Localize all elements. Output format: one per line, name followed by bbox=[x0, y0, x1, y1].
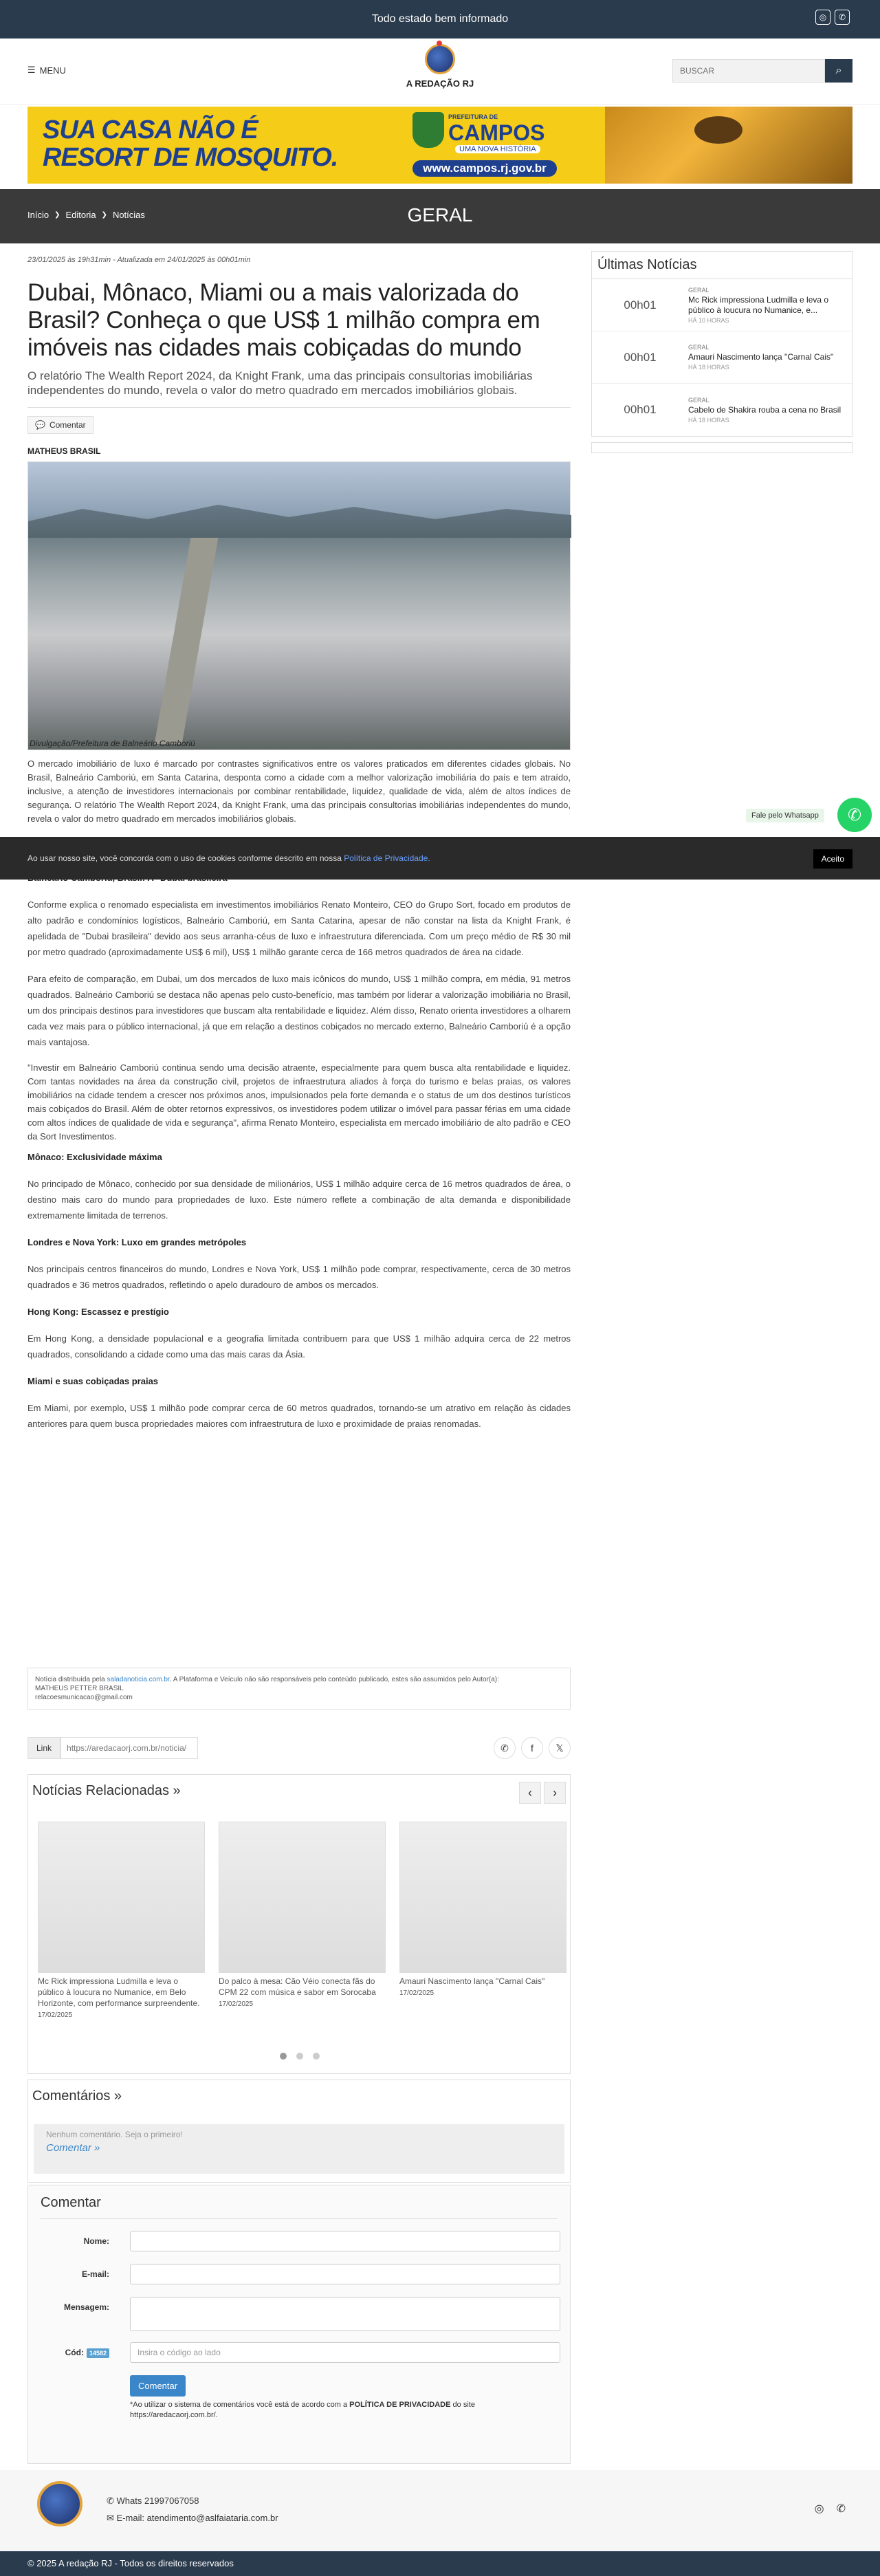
cookie-message: Ao usar nosso site, você concorda com o uso de cookies conforme descrito em nossa bbox=[28, 853, 342, 863]
copyright-bar bbox=[0, 2551, 880, 2576]
breadcrumb-home[interactable]: Início bbox=[28, 210, 50, 220]
captcha-code: 14582 bbox=[87, 2348, 109, 2358]
breadcrumb-bar bbox=[0, 189, 880, 243]
carousel-arrows bbox=[519, 1782, 566, 1804]
article-subheading: Hong Kong: Escassez e prestígio bbox=[28, 1307, 169, 1317]
photo-mountains bbox=[28, 496, 571, 538]
related-headline: Amauri Nascimento lança "Carnal Cais" bbox=[399, 1976, 545, 1986]
news-category: GERAL bbox=[688, 286, 710, 294]
logo-emblem bbox=[425, 44, 455, 74]
ad-photo bbox=[605, 107, 852, 184]
footer-whats[interactable]: Whats 21997067058 bbox=[116, 2496, 199, 2506]
menu-label: MENU bbox=[39, 65, 66, 76]
submit-comment-button[interactable]: Comentar bbox=[130, 2375, 186, 2397]
news-headline: Cabelo de Shakira rouba a cena no Brasil bbox=[688, 404, 842, 415]
phone-icon: ✆ bbox=[107, 2496, 117, 2506]
related-card[interactable] bbox=[219, 1822, 386, 2019]
article-paragraph: Conforme explica o renomado especialista em investimentos imobiliários Renato Monteiro, CEO do Grupo Sort, focado em produtos de alto padrão e condomínios logísticos, Balneário Camboriú, em Santa Catarina, apesar de não constar na lista da Knight Frank, é apelidada de "Dubai brasileira" devido aos seus arranha-céus de luxo e infraestrutura diferenciada. Com um preço médio de R$ 30 mil por metro quadrado (aproximadamente US$ 6 mil), US$ 1 milhão garante cerca de 166 metros quadrados de área na cidade. bbox=[28, 899, 571, 957]
whatsapp-icon[interactable]: ✆ bbox=[835, 10, 850, 25]
carousel-dot[interactable] bbox=[313, 2053, 320, 2060]
news-info bbox=[688, 344, 852, 371]
source-email: relacoesmunicacao@gmail.com bbox=[35, 1694, 133, 1701]
source-author: MATHEUS PETTER BRASIL bbox=[35, 1685, 124, 1692]
related-title: Notícias Relacionadas » bbox=[32, 1783, 181, 1798]
privacy-policy-link[interactable]: Política de Privacidade. bbox=[344, 853, 430, 863]
search-form bbox=[672, 59, 852, 83]
article-paragraph: Em Hong Kong, a densidade populacional e a geografia limitada contribuem para que US$ 1 milhão adquira cerca de 22 metros quadrados, consolidando a cidade como uma das mais caras da Ásia. bbox=[28, 1333, 571, 1360]
article-subheading: Londres e Nova York: Luxo em grandes metrópoles bbox=[28, 1237, 247, 1247]
news-info bbox=[688, 287, 852, 324]
article-paragraph: No principado de Mônaco, conhecido por sua densidade de milionários, US$ 1 milhão adquire cerca de 16 metros quadrados de área, o destino mais caro do mundo para propriedades de luxo. Este número reflete a combinação de alta demanda e disponibilidade extremamente limitada de terrenos. bbox=[28, 1179, 571, 1221]
email-field[interactable] bbox=[130, 2264, 560, 2284]
code-placeholder: Insira o código ao lado bbox=[138, 2348, 221, 2357]
ad-headline bbox=[43, 116, 338, 171]
article-paragraph: Para efeito de comparação, em Dubai, um dos mercados de luxo mais icônicos do mundo, US$ 1 milhão compra, em média, 91 metros quadrados. Balneário Camboriú se destaca não apenas pelo custo-benefício, mas também por liderar a valorização imobiliária no Brasil, um dos principais destinos para investidores que buscam alta rentabilidade e liquidez. Além disso, Renato orienta investidores a olharem cada vez mais para o público internacional, já que em relação a destinos cobiçados no mercado externo, Balneário Camboriú é a opção mais vantajosa. bbox=[28, 974, 571, 1047]
code-label bbox=[41, 2348, 109, 2358]
note-prefix: *Ao utilizar o sistema de comentários você está de acordo com a bbox=[130, 2401, 348, 2409]
related-card[interactable] bbox=[399, 1822, 566, 2019]
footer-social bbox=[815, 2502, 846, 2515]
ad-brand-name: CAMPOS bbox=[448, 120, 545, 145]
comments-title: Comentários » bbox=[32, 2088, 122, 2104]
sidebar bbox=[591, 251, 852, 453]
whatsapp-share-icon[interactable]: ✆ bbox=[494, 1737, 516, 1759]
site-tagline: Todo estado bem informado bbox=[371, 13, 509, 25]
facebook-share-icon[interactable]: f bbox=[521, 1737, 543, 1759]
photo-avenue bbox=[155, 538, 219, 744]
article-paragraph: O mercado imobiliário de luxo é marcado por contrastes significativos entre os valores praticados em diferentes cidades globais. No Brasil, Balneário Camboriú, em Santa Catarina, desponta como a cidade com a melhor valorização imobiliária do país e tem atraído, inclusive, a atenção de investidores internacionais por combinar rentabilidade, liquidez, qualidade de vida, além de altos índices de segurança. O relatório The Wealth Report 2024, da Knight Frank, uma das principais consultorias imobiliárias independentes do mundo, revela o valor do metro quadrado em mercados imobiliários globais. bbox=[28, 758, 571, 824]
top-social-links bbox=[815, 10, 850, 25]
logo-text: A REDAÇÃO RJ bbox=[406, 78, 474, 89]
news-headline: Mc Rick impressiona Ludmilla e leva o público à loucura no Numanice, e... bbox=[688, 294, 829, 315]
divider bbox=[28, 407, 571, 408]
breadcrumb bbox=[28, 210, 145, 220]
carousel-dots bbox=[28, 2053, 571, 2060]
instagram-icon[interactable]: ◎ bbox=[814, 2503, 824, 2515]
footer-email[interactable]: E-mail: atendimento@aslfaiataria.com.br bbox=[116, 2513, 278, 2523]
ad-headline-line-1: SUA CASA NÃO É bbox=[43, 116, 258, 144]
chevron-right-icon: ❯ bbox=[101, 211, 107, 219]
search-input[interactable] bbox=[672, 59, 825, 83]
name-label: Nome: bbox=[83, 2236, 109, 2246]
article-paragraph: Nos principais centros financeiros do mundo, Londres e Nova York, US$ 1 milhão pode comprar, respectivamente, cerca de 30 metros quadrados e 36 metros quadrados, refletindo o apelo duradouro de ambos os mercados. bbox=[28, 1264, 571, 1290]
cookie-text bbox=[28, 853, 430, 863]
privacy-note bbox=[130, 2400, 515, 2421]
article-photo bbox=[28, 461, 571, 750]
hamburger-icon: ☰ bbox=[28, 65, 36, 75]
comment-form bbox=[28, 2185, 571, 2464]
related-date: 17/02/2025 bbox=[399, 1989, 434, 1997]
source-prefix: Notícia distribuída pela bbox=[35, 1676, 105, 1683]
header bbox=[0, 39, 880, 105]
news-ago: HÁ 10 HORAS bbox=[688, 316, 729, 324]
related-cards bbox=[38, 1822, 566, 2019]
x-share-icon[interactable]: 𝕏 bbox=[549, 1737, 571, 1759]
search-button[interactable] bbox=[825, 59, 852, 83]
related-card[interactable] bbox=[38, 1822, 205, 2019]
source-link[interactable]: saladanoticia.com.br bbox=[107, 1676, 170, 1683]
article-dates: 23/01/2025 às 19h31min - Atualizada em 24/01/2025 às 00h01min bbox=[28, 256, 251, 264]
cookie-banner bbox=[0, 837, 880, 880]
latest-news bbox=[591, 251, 852, 437]
news-category: GERAL bbox=[688, 396, 710, 404]
copyright-text: © 2025 A redação RJ - Todos os direitos reservados bbox=[28, 2558, 234, 2568]
menu-button[interactable] bbox=[28, 65, 66, 76]
share-row bbox=[28, 1737, 571, 1759]
whatsapp-icon: ✆ bbox=[847, 805, 862, 825]
top-bar bbox=[0, 0, 880, 39]
related-date: 17/02/2025 bbox=[219, 2000, 254, 2008]
site-logo[interactable] bbox=[406, 44, 474, 89]
related-headline: Do palco à mesa: Cão Véio conecta fãs do CPM 22 com música e sabor em Sorocaba bbox=[219, 1976, 376, 1997]
link-label: Link bbox=[28, 1737, 60, 1759]
related-image bbox=[38, 1822, 205, 1973]
instagram-icon[interactable]: ◎ bbox=[815, 10, 830, 25]
photo-caption: Divulgação/Prefeitura de Balneário Camboriú bbox=[30, 739, 195, 748]
name-field[interactable] bbox=[130, 2231, 560, 2251]
divider bbox=[41, 2218, 558, 2219]
latest-news-title: Últimas Notícias bbox=[592, 252, 852, 279]
article-author: MATHEUS BRASIL bbox=[28, 446, 101, 456]
comments-section bbox=[28, 2080, 571, 2183]
news-time: 00h01 bbox=[624, 403, 657, 416]
comment-button-label: Comentar bbox=[49, 420, 86, 430]
carousel-prev-button[interactable]: ‹ bbox=[519, 1782, 541, 1804]
news-time: 00h01 bbox=[624, 350, 657, 364]
note-suffix: do site https://aredacaorj.com.br/. bbox=[130, 2401, 475, 2419]
article-quote: "Investir em Balneário Camboriú continua sendo uma decisão atraente, especialmente para quem busca alta rentabilidade e liquidez. Com tantas novidades na área da construção civil, projetos de infraestrutura aliados à força do turismo e belas praias, os valores imobiliários na cidade tendem a crescer nos próximos anos, impulsionados pela forte demanda e o status de um dos destinos turísticos mais cobiçados do Brasil. Além de obter retornos expressivos, os investidores podem utilizar o imóvel para passar férias em uma cidade com altos índices de qualidade de vida e segurança", afirma Renato Monteiro, especialista em mercado imobiliário de alto padrão e CEO da Sort Investimentos. bbox=[28, 1062, 571, 1142]
no-comments-text: Nenhum comentário. Seja o primeiro! bbox=[46, 2130, 183, 2139]
whatsapp-icon[interactable]: ✆ bbox=[836, 2503, 846, 2515]
carousel-next-button[interactable]: › bbox=[544, 1782, 566, 1804]
ad-headline-line-2: RESORT DE MOSQUITO. bbox=[43, 143, 338, 172]
ad-url: www.campos.rj.gov.br bbox=[412, 160, 557, 177]
mosquito-icon bbox=[694, 116, 742, 144]
footer-logo[interactable] bbox=[37, 2481, 82, 2526]
ad-banner[interactable] bbox=[28, 107, 852, 184]
email-label: E-mail: bbox=[81, 2269, 109, 2279]
sidebar-empty-box bbox=[591, 442, 852, 453]
article-subheading: Mônaco: Exclusividade máxima bbox=[28, 1152, 162, 1162]
city-seal-icon bbox=[412, 112, 444, 148]
cookie-accept-button[interactable]: Aceito bbox=[813, 849, 852, 869]
source-suffix: . A Plataforma e Veículo não são responsáveis pelo conteúdo publicado, estes são assumidos pelo Autor(a): bbox=[169, 1676, 499, 1683]
news-ago: HÁ 18 HORAS bbox=[688, 416, 729, 424]
news-ago: HÁ 18 HORAS bbox=[688, 364, 729, 371]
news-info bbox=[688, 397, 852, 424]
article-title: Dubai, Mônaco, Miami ou a mais valorizada do Brasil? Conheça o que US$ 1 milhão compra em imóveis nas cidades mais cobiçadas do mundo bbox=[28, 279, 540, 361]
related-date: 17/02/2025 bbox=[38, 2011, 73, 2019]
latest-news-item[interactable] bbox=[592, 384, 852, 436]
article-lead: O relatório The Wealth Report 2024, da Knight Frank, uma das principais consultorias imobiliárias independentes do mundo, revela o valor do metro quadrado em mercados imobiliários globais. bbox=[28, 369, 533, 397]
carousel-dot[interactable] bbox=[296, 2053, 303, 2060]
code-field[interactable] bbox=[130, 2342, 560, 2363]
ad-brand-small: PREFEITURA DE bbox=[448, 113, 498, 120]
news-headline: Amauri Nascimento lança "Carnal Cais" bbox=[688, 352, 834, 362]
news-category: GERAL bbox=[688, 344, 710, 351]
whatsapp-float-button[interactable] bbox=[837, 798, 872, 832]
comments-empty bbox=[34, 2124, 564, 2174]
article-subheading: Miami e suas cobiçadas praias bbox=[28, 1376, 159, 1386]
article-paragraph: Em Miami, por exemplo, US$ 1 milhão pode comprar cerca de 60 metros quadrados, tornando-se um atrativo em relação às cidades anteriores para quem busca propriedades maiores com infraestrutura de luxo e proximidade de praias renomadas. bbox=[28, 1403, 571, 1429]
share-buttons bbox=[494, 1737, 571, 1759]
comment-button[interactable] bbox=[28, 416, 94, 434]
news-time: 00h01 bbox=[624, 298, 657, 312]
related-image bbox=[399, 1822, 566, 1973]
footer bbox=[0, 2470, 880, 2551]
form-title: Comentar bbox=[41, 2195, 101, 2210]
ad-brand-tagline: UMA NOVA HISTÓRIA bbox=[455, 145, 540, 153]
whatsapp-label[interactable]: Fale pelo Whatsapp bbox=[746, 809, 824, 822]
comment-icon: 💬 bbox=[35, 420, 45, 430]
latest-news-item[interactable] bbox=[592, 331, 852, 384]
message-label: Mensagem: bbox=[63, 2302, 109, 2312]
breadcrumb-noticias[interactable]: Notícias bbox=[112, 210, 145, 220]
section-title: GERAL bbox=[407, 204, 473, 226]
breadcrumb-editoria[interactable]: Editoria bbox=[65, 210, 96, 220]
search-icon: ⌕ bbox=[835, 65, 842, 76]
footer-contact bbox=[107, 2492, 278, 2526]
code-label-text: Cód: bbox=[65, 2348, 84, 2357]
chevron-right-icon: ❯ bbox=[54, 211, 60, 219]
message-field[interactable] bbox=[130, 2297, 560, 2331]
related-headline: Mc Rick impressiona Ludmilla e leva o público à loucura no Numanice, em Belo Horizonte, com performance surpreendente. bbox=[38, 1976, 200, 2008]
related-image bbox=[219, 1822, 386, 1973]
latest-news-item[interactable] bbox=[592, 279, 852, 331]
related-news bbox=[28, 1774, 571, 2074]
link-input[interactable]: https://aredacaorj.com.br/noticia/ bbox=[60, 1737, 198, 1759]
source-notice bbox=[28, 1668, 571, 1710]
envelope-icon: ✉ bbox=[107, 2513, 117, 2523]
carousel-dot[interactable] bbox=[280, 2053, 287, 2060]
comment-link[interactable]: Comentar » bbox=[46, 2142, 100, 2154]
note-privacy-link[interactable]: POLÍTICA DE PRIVACIDADE bbox=[349, 2401, 451, 2409]
